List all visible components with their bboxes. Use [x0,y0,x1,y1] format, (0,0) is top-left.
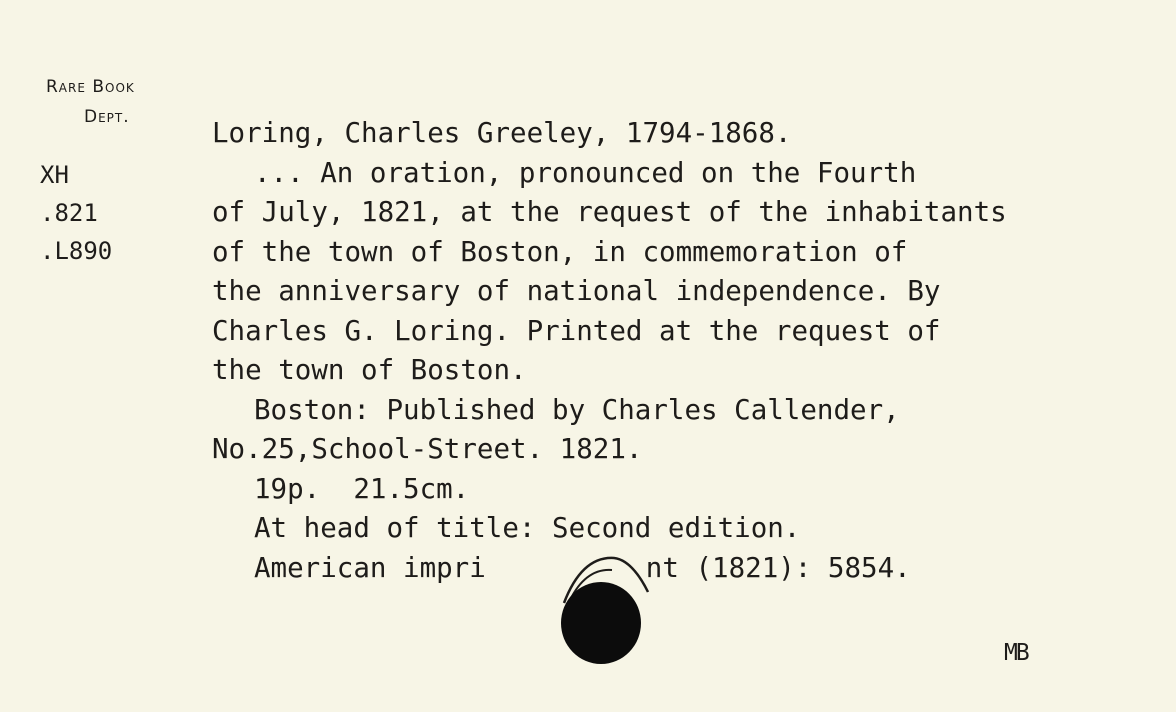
punch-hole [561,582,641,664]
title-line: the town of Boston. [212,354,527,386]
reference-line [212,549,1162,589]
collation: 19p. 21.5cm. [254,472,470,505]
reference-right: nt (1821): 5854. [645,551,911,584]
rare-book-stamp [46,72,135,132]
imprint-line: No.25,School-Street. 1821. [212,433,643,465]
call-number [40,156,112,270]
call-number-line: XH [40,161,69,189]
reference-left: American impri [254,551,486,584]
stamp-line-2: Dept. [84,107,130,127]
author-heading: Loring, Charles Greeley, 1794-1868. [212,117,792,149]
call-number-line: .821 [40,199,98,227]
library-code: MB [1004,640,1028,666]
title-line: of the town of Boston, in commemoration of [212,235,908,268]
catalog-entry [212,114,1162,588]
imprint-line: Boston: Published by Charles Callender, [254,393,900,426]
title-line: ... An oration, pronounced on the Fourth [254,156,917,189]
title-line: of July, 1821, at the request of the inhabitants [212,196,1007,228]
note: At head of title: Second edition. [254,512,801,544]
title-line: the anniversary of national independence. By [212,275,941,307]
title-line: Charles G. Loring. Printed at the request of [212,314,941,347]
call-number-line: .L890 [40,237,113,265]
stamp-line-1: Rare Book [46,77,135,97]
